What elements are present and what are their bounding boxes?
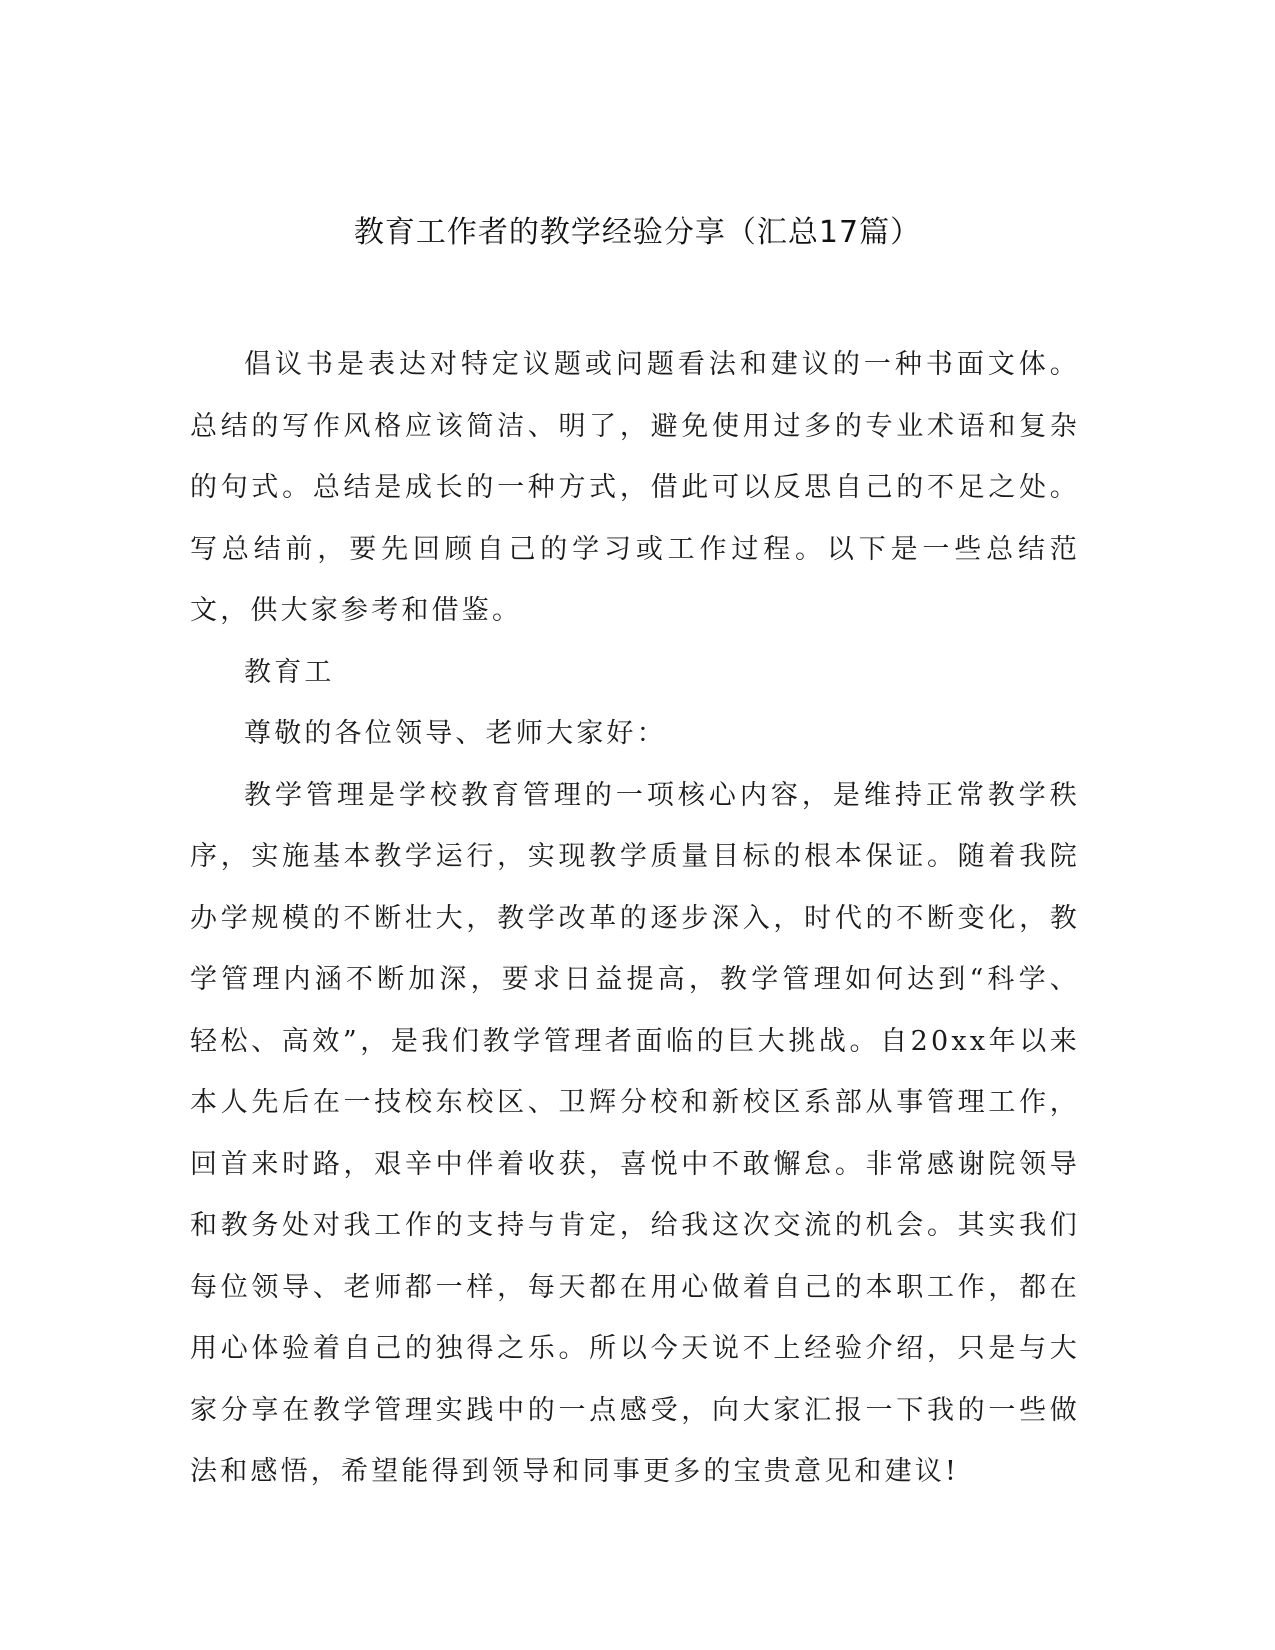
section-heading: 教育工 [244,656,335,688]
document-body [190,334,1080,1503]
body-paragraph: 教学管理是学校教育管理的一项核心内容，是维持正常教学秩序，实施基本教学运行，实现教学质量目标的根本保证。随着我院办学规模的不断壮大，教学改革的逐步深入，时代的不断变化，教学管理内涵不断加深，要求日益提高，教学管理如何达到“科学、轻松、高效”，是我们教学管理者面临的巨大挑战。自20xx年以来本人先后在一技校东校区、卫辉分校和新校区系部从事管理工作，回首来时路，艰辛中伴着收获，喜悦中不敢懈怠。非常感谢院领导和教务处对我工作的支持与肯定，给我这次交流的机会。其实我们每位领导、老师都一样，每天都在用心做着自己的本职工作，都在用心体验着自己的独得之乐。所以今天说不上经验介绍，只是与大家分享在教学管理实践中的一点感受，向大家汇报一下我的一些做法和感悟，希望能得到领导和同事更多的宝贵意见和建议! [190,779,1080,1487]
salutation: 尊敬的各位领导、老师大家好： [244,718,667,749]
intro-paragraph: 倡议书是表达对特定议题或问题看法和建议的一种书面文体。总结的写作风格应该简洁、明了，避免使用过多的专业术语和复杂的句式。总结是成长的一种方式，借此可以反思自己的不足之处。写总结前，要先回顾自己的学习或工作过程。以下是一些总结范文，供大家参考和借鉴。 [190,349,1080,626]
document-title: 教育工作者的教学经验分享（汇总17篇） [353,215,922,250]
